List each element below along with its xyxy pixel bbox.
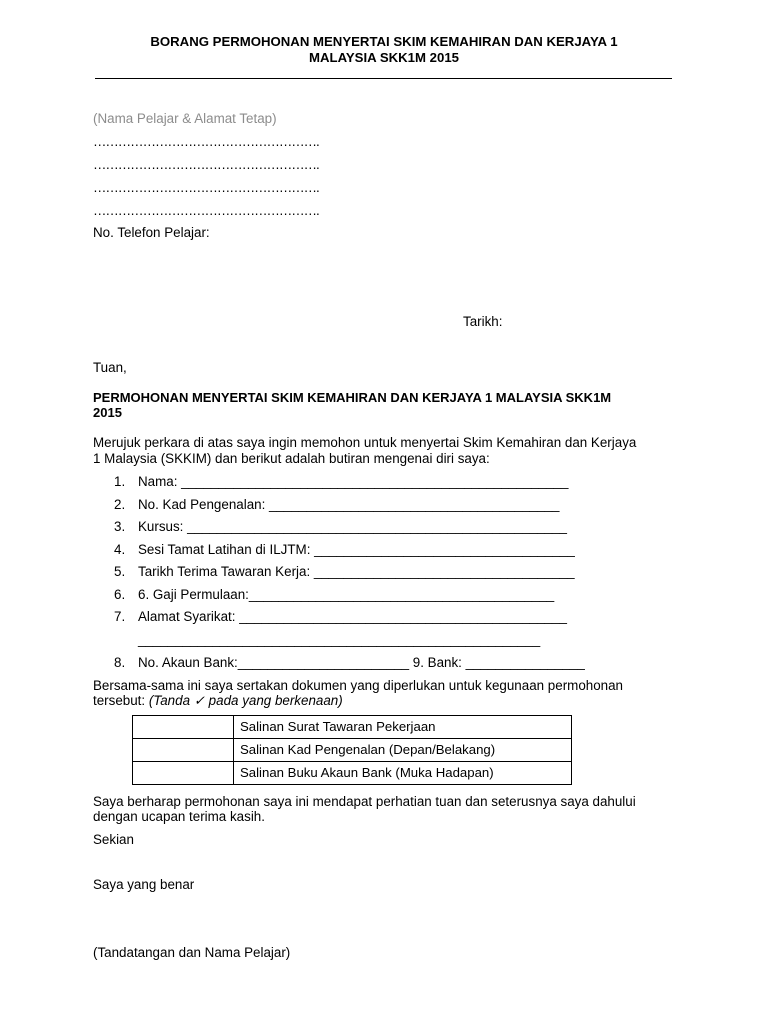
field-number: 4. [114, 542, 126, 557]
address-placeholder: (Nama Pelajar & Alamat Tetap) [93, 111, 277, 126]
form-title-line1: BORANG PERMOHONAN MENYERTAI SKIM KEMAHIRAN DAN KERJAYA 1 [150, 34, 618, 49]
form-title-line2: MALAYSIA SKK1M 2015 [309, 50, 459, 65]
attach-line-1: Bersama-sama ini saya sertakan dokumen yang diperlukan untuk kegunaan permohonan [93, 678, 623, 693]
yours-truly: Saya yang benar [93, 877, 195, 892]
field-tarikh-tawaran [114, 564, 575, 580]
attach-line-2 [93, 693, 343, 709]
field-sesi-tamat [114, 542, 575, 558]
field-number: 1. [114, 474, 126, 489]
field-alamat-continuation [114, 632, 540, 648]
checkbox-cell[interactable] [133, 739, 234, 762]
field-number: 3. [114, 519, 126, 534]
sekian-text: Sekian [93, 832, 134, 847]
field-alamat-syarikat [114, 609, 567, 625]
form-title [95, 34, 673, 66]
signature-label: (Tandatangan dan Nama Pelajar) [93, 945, 291, 960]
table-row [133, 762, 572, 785]
title-divider [95, 78, 672, 79]
documents-checklist [132, 715, 572, 785]
intro-line-2: 1 Malaysia (SKKIM) dan berikut adalah butiran mengenai diri saya: [93, 451, 490, 466]
field-gaji [114, 587, 554, 603]
address-line-1: ………………………………………………. [93, 134, 319, 149]
closing-line-2: dengan ucapan terima kasih. [93, 809, 265, 824]
intro-line-1: Merujuk perkara di atas saya ingin memohon untuk menyertai Skim Kemahiran dan Kerjaya [93, 435, 637, 450]
salutation: Tuan, [93, 360, 127, 375]
field-text: No. Kad Pengenalan: _______________________________________ [138, 497, 560, 512]
field-text: No. Akaun Bank:_______________________ 9. Bank: ________________ [138, 655, 585, 670]
field-number: 7. [114, 609, 126, 624]
field-number: 6. [114, 587, 126, 602]
address-line-3: ………………………………………………. [93, 180, 319, 195]
field-text: Tarikh Terima Tawaran Kerja: ___________________________________ [138, 564, 575, 579]
closing-line-1: Saya berharap permohonan saya ini mendapat perhatian tuan dan seterusnya saya dahului [93, 794, 636, 809]
field-text: Alamat Syarikat: ____________________________________________ [138, 609, 567, 624]
field-text: 6. Gaji Permulaan:_________________________________________ [138, 587, 555, 602]
field-kad-pengenalan [114, 497, 559, 513]
field-akaun-bank [114, 655, 585, 671]
subject-line-2: 2015 [93, 405, 122, 420]
checkbox-cell[interactable] [133, 762, 234, 785]
document-label: Salinan Buku Akaun Bank (Muka Hadapan) [234, 762, 572, 785]
checkbox-cell[interactable] [133, 716, 234, 739]
field-number: 2. [114, 497, 126, 512]
address-line-2: ………………………………………………. [93, 157, 319, 172]
table-row [133, 739, 572, 762]
document-label: Salinan Kad Pengenalan (Depan/Belakang) [234, 739, 572, 762]
field-text: Sesi Tamat Latihan di ILJTM: ___________________________________ [138, 542, 575, 557]
subject-line-1: PERMOHONAN MENYERTAI SKIM KEMAHIRAN DAN KERJAYA 1 MALAYSIA SKK1M [93, 390, 612, 405]
field-number: 8. [114, 655, 126, 670]
table-row [133, 716, 572, 739]
field-text: ______________________________________________________ [138, 632, 541, 647]
document-label: Salinan Surat Tawaran Pekerjaan [234, 716, 572, 739]
date-label: Tarikh: [463, 314, 503, 329]
phone-label: No. Telefon Pelajar: [93, 225, 210, 240]
field-nama [114, 474, 568, 490]
field-text: Nama: ____________________________________________________ [138, 474, 569, 489]
field-kursus [114, 519, 567, 535]
attach-prefix: tersebut: [93, 693, 149, 708]
attach-note: (Tanda ✓ pada yang berkenaan) [148, 693, 343, 708]
field-text: Kursus: ___________________________________________________ [138, 519, 567, 534]
field-number: 5. [114, 564, 126, 579]
address-line-4: ………………………………………………. [93, 203, 319, 218]
